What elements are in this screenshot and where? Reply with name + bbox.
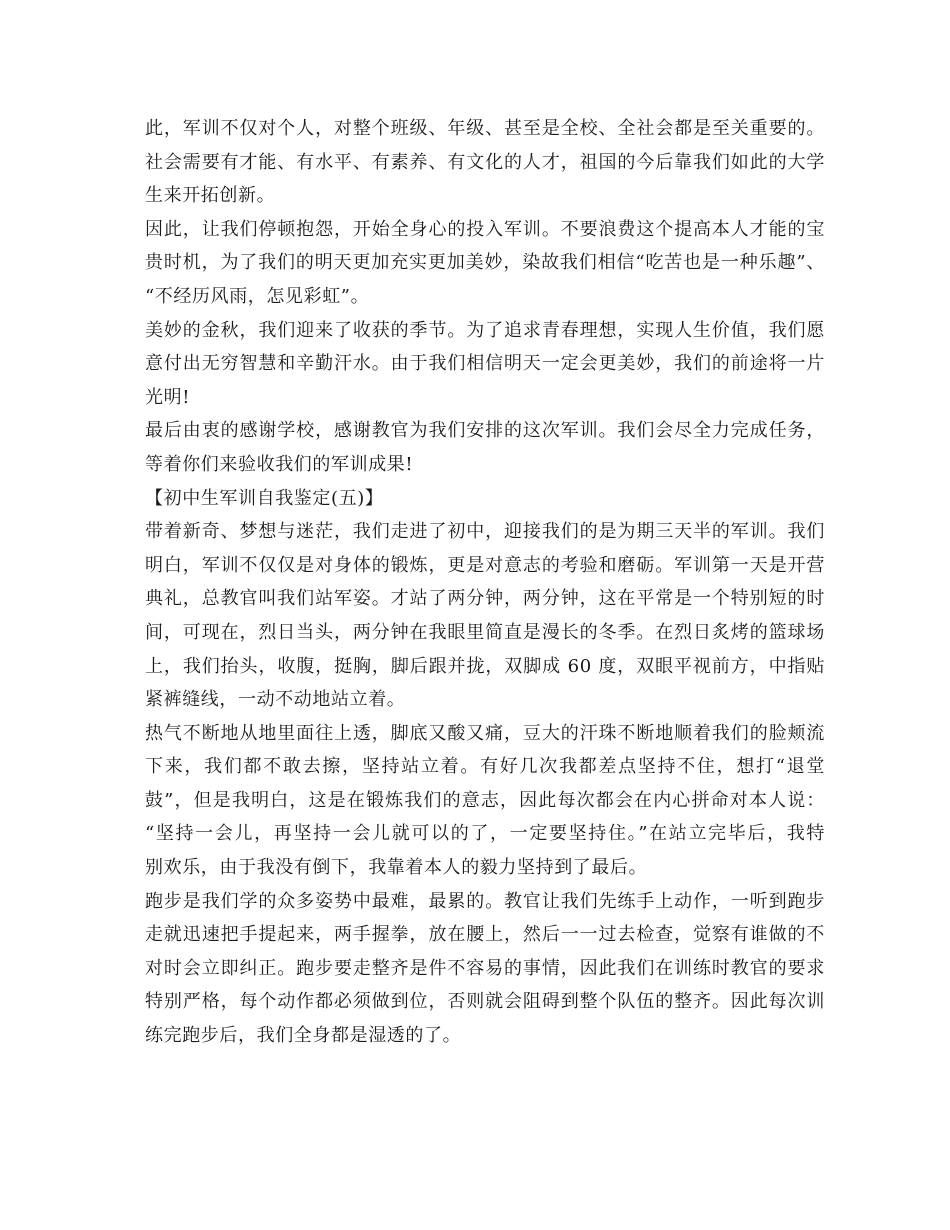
text-line: 别欢乐，由于我没有倒下，我靠着本人的毅力坚持到了最后。 xyxy=(145,857,648,879)
text-line: 间，可现在，烈日当头，两分钟在我眼里简直是漫长的冬季。在烈日炙烤的篮球场 xyxy=(145,621,825,643)
text-line: 因此，让我们停顿抱怨，开始全身心的投入军训。不要浪费这个提高本人才能的宝 xyxy=(145,218,825,240)
text-line: 紧裤缝线，一动不动地站立着。 xyxy=(145,689,406,711)
text-line: 鼓”，但是我明白，这是在锻炼我们的意志，因此每次都会在内心拼命对本人说： xyxy=(145,789,825,811)
document-body xyxy=(145,112,825,1053)
text-line: 下来，我们都不敢去擦，坚持站立着。有好几次我都差点坚持不住，想打“退堂 xyxy=(145,756,825,778)
text-line: 意付出无穷智慧和辛勤汗水。由于我们相信明天一定会更美妙，我们的前途将一片 xyxy=(145,353,825,375)
text-line: 此，军训不仅对个人，对整个班级、年级、甚至是全校、全社会都是至关重要的。 xyxy=(145,118,825,139)
text-line: 走就迅速把手提起来，两手握拳，放在腰上，然后一一过去检查，觉察有谁做的不 xyxy=(145,924,825,946)
text-line: 光明! xyxy=(145,386,191,408)
text-line: 带着新奇、梦想与迷茫，我们走进了初中，迎接我们的是为期三天半的军训。我们 xyxy=(145,521,825,543)
text-line: 练完跑步后，我们全身都是湿透的了。 xyxy=(145,1025,462,1047)
text-line: 生来开拓创新。 xyxy=(145,185,276,207)
text-line: 特别严格，每个动作都必须做到位，否则就会阻碍到整个队伍的整齐。因此每次训 xyxy=(145,991,825,1013)
text-line: 社会需要有才能、有水平、有素养、有文化的人才，祖国的今后靠我们如此的大学 xyxy=(145,151,825,173)
text-line: 美妙的金秋，我们迎来了收获的季节。为了追求青春理想，实现人生价值，我们愿 xyxy=(145,319,825,341)
text-line: 跑步是我们学的众多姿势中最难，最累的。教官让我们先练手上动作，一听到跑步 xyxy=(145,890,825,912)
text-line: “坚持一会儿，再坚持一会儿就可以的了，一定要坚持住。”在站立完毕后，我特 xyxy=(145,823,825,845)
text-line: 典礼，总教官叫我们站军姿。才站了两分钟，两分钟，这在平常是一个特别短的时 xyxy=(145,588,825,610)
text-line: 最后由衷的感谢学校，感谢教官为我们安排的这次军训。我们会尽全力完成任务， xyxy=(145,420,825,442)
text-line: 【初中生军训自我鉴定(五)】 xyxy=(145,487,384,509)
text-line: 对时会立即纠正。跑步要走整齐是件不容易的事情，因此我们在训练时教官的要求 xyxy=(145,957,825,979)
text-line: 等着你们来验收我们的军训成果! xyxy=(145,453,414,475)
text-line: 热气不断地从地里面往上透，脚底又酸又痛，豆大的汗珠不断地顺着我们的脸颊流 xyxy=(145,722,825,744)
text-line: 上，我们抬头，收腹，挺胸，脚后跟并拢，双脚成 60 度，双眼平视前方，中指贴 xyxy=(145,655,825,677)
text-line: 贵时机，为了我们的明天更加充实更加美妙，染故我们相信“吃苦也是一种乐趣”、 xyxy=(145,252,825,274)
text-line: 明白，军训不仅仅是对身体的锻炼，更是对意志的考验和磨砺。军训第一天是开营 xyxy=(145,554,825,576)
text-line: “不经历风雨，怎见彩虹”。 xyxy=(145,285,370,307)
